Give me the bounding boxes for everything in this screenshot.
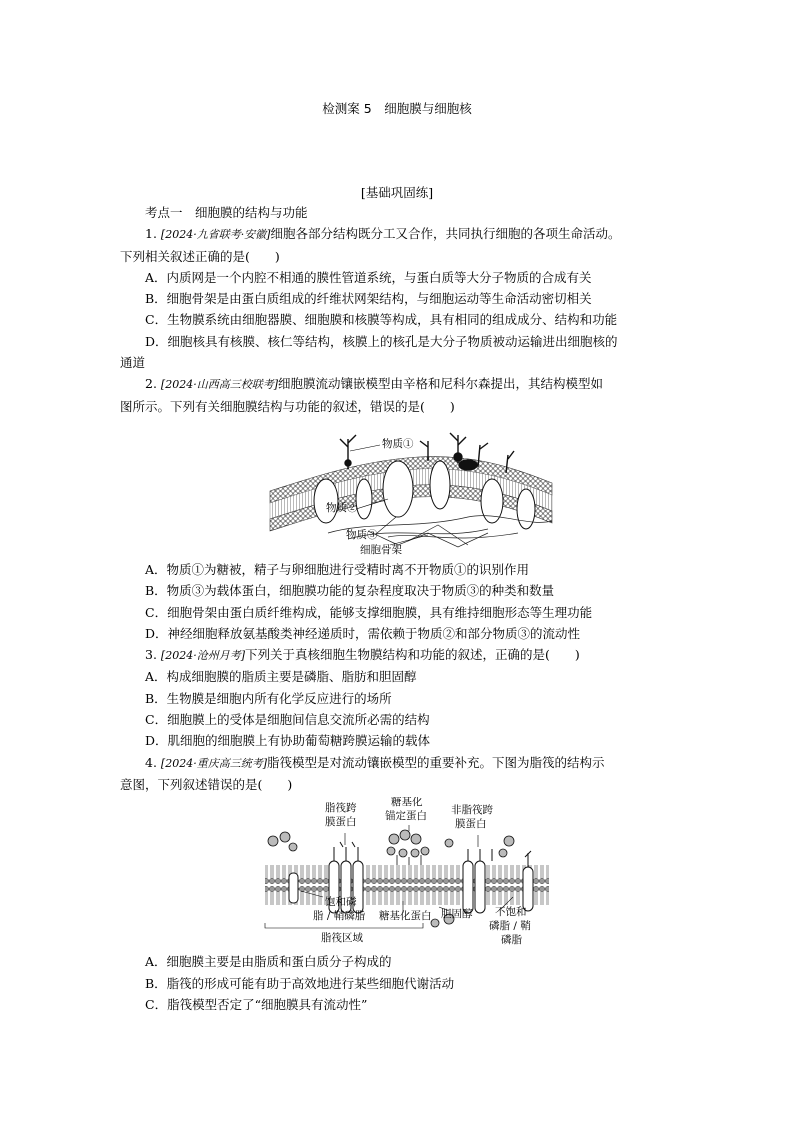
q4-source: [2024·重庆高三统考] <box>160 756 267 770</box>
q1-option-c: C．生物膜系统由细胞器膜、细胞膜和核膜等构成，具有相同的组成成分、结构和功能 <box>145 312 618 328</box>
label-raft-region: 脂筏区域 <box>321 932 363 945</box>
q3-option-c: C．细胞膜上的受体是细胞间信息交流所必需的结构 <box>145 712 430 728</box>
q3-stem <box>120 644 680 666</box>
label-m2: 物质② <box>326 501 358 514</box>
label-unsaturated-3: 磷脂 <box>501 934 522 947</box>
q1-option-b: B．细胞骨架是由蛋白质组成的纤维状网架结构，与细胞运动等生命活动密切相关 <box>145 291 592 307</box>
fluid-mosaic-figure <box>268 421 554 555</box>
q2-stem-text: 细胞膜流动镶嵌模型由辛格和尼科尔森提出，其结构模型如 <box>277 376 603 392</box>
q2-option-c: C．细胞骨架由蛋白质纤维构成，能够支撑细胞膜，具有维持细胞形态等生理功能 <box>145 604 593 620</box>
q4-option-a: A．细胞膜主要是由脂质和蛋白质分子构成的 <box>145 954 392 970</box>
label-gpi-1: 糖基化 <box>391 797 423 809</box>
label-glycoprotein: 糖基化蛋白 <box>379 910 432 923</box>
q3-option-d: D．肌细胞的细胞膜上有协助葡萄糖跨膜运输的载体 <box>145 733 431 749</box>
membrane-protein <box>383 461 413 517</box>
q4-stem-line1 <box>120 752 680 774</box>
q3-option-a: A．构成细胞膜的脂质主要是磷脂、脂肪和胆固醇 <box>145 669 417 685</box>
label-cytoskeleton: 细胞骨架 <box>360 543 402 555</box>
q4-number: 4. <box>145 754 161 770</box>
q2-option-a: A．物质①为糖被，精子与卵细胞进行受精时离不开物质①的识别作用 <box>145 561 530 577</box>
label-raft-tm-2: 膜蛋白 <box>325 816 357 829</box>
label-cholesterol: 胆固醇 <box>441 908 473 921</box>
gpi-anchored-proteins <box>387 830 429 865</box>
q4-option-b: B．脂筏的形成可能有助于高效地进行某些细胞代谢活动 <box>145 975 455 991</box>
label-gpi-2: 锚定蛋白 <box>385 810 427 823</box>
q1-option-d: D．细胞核具有核膜、核仁等结构，核膜上的核孔是大分子物质被动运输进出细胞核的 <box>145 333 618 349</box>
label-saturated-1: 饱和磷 <box>325 896 357 909</box>
q3-stem-text: 下列关于真核细胞生物膜结构和功能的叙述，正确的是( ) <box>244 647 580 663</box>
q1-option-d-cont: 通道 <box>120 355 146 371</box>
membrane-protein <box>430 461 450 509</box>
q4-stem-line2: 意图，下列叙述错误的是( ) <box>120 776 293 792</box>
label-nonraft-2: 膜蛋白 <box>455 818 487 831</box>
label-unsaturated-1: 不饱和 <box>495 906 527 919</box>
section-title: [基础巩固练] <box>360 185 434 200</box>
lipid-raft-figure <box>263 797 553 947</box>
q2-stem-line2: 图所示。下列有关细胞膜结构与功能的叙述，错误的是( ) <box>120 398 455 414</box>
q1-stem-line1 <box>120 223 680 245</box>
q2-stem-line1 <box>120 373 680 395</box>
label-unsaturated-2: 磷脂 / 鞘 <box>489 920 531 933</box>
lipid-bilayer <box>265 865 549 909</box>
label-nonraft-1: 非脂筏跨 <box>451 804 493 817</box>
q3-source: [2024·沧州月考] <box>160 649 245 663</box>
label-m1: 物质① <box>382 437 414 450</box>
q4-stem-text: 脂筏模型是对流动镶嵌模型的重要补充。下图为脂筏的结构示 <box>266 754 605 770</box>
q2-source: [2024·山西高三校联考] <box>160 378 278 392</box>
q1-option-a: A．内质网是一个内腔不相通的膜性管道系统，与蛋白质等大分子物质的合成有关 <box>145 269 592 285</box>
q1-stem-text: 细胞各部分结构既分工又合作，共同执行细胞的各项生命活动。 <box>270 226 621 242</box>
q2-option-b: B．物质③为载体蛋白，细胞膜功能的复杂程度取决于物质③的种类和数量 <box>145 583 555 599</box>
label-saturated-2: 脂 / 鞘磷脂 <box>313 910 366 923</box>
q1-source: [2024·九省联考·安徽] <box>160 228 271 242</box>
q2-number: 2. <box>145 376 161 392</box>
q3-number: 3. <box>145 647 161 663</box>
q1-number: 1. <box>145 226 161 242</box>
kaodian-heading: 考点一 细胞膜的结构与功能 <box>145 205 308 220</box>
membrane-protein <box>314 479 338 523</box>
q2-option-d: D．神经细胞释放氨基酸类神经递质时，需依赖于物质②和部分物质③的流动性 <box>145 625 581 641</box>
label-m3: 物质③ <box>346 528 378 541</box>
q4-option-c: C．脂筏模型否定了“细胞膜具有流动性” <box>145 996 368 1012</box>
label-raft-tm-1: 脂筏跨 <box>325 802 357 815</box>
q3-option-b: B．生物膜是细胞内所有化学反应进行的场所 <box>145 690 392 706</box>
document-body <box>120 202 680 1015</box>
membrane-protein <box>356 479 372 519</box>
membrane-protein <box>517 489 535 529</box>
q1-stem-line2: 下列相关叙述正确的是( ) <box>120 248 280 264</box>
page-title: 检测案 5 细胞膜与细胞核 <box>322 101 472 116</box>
